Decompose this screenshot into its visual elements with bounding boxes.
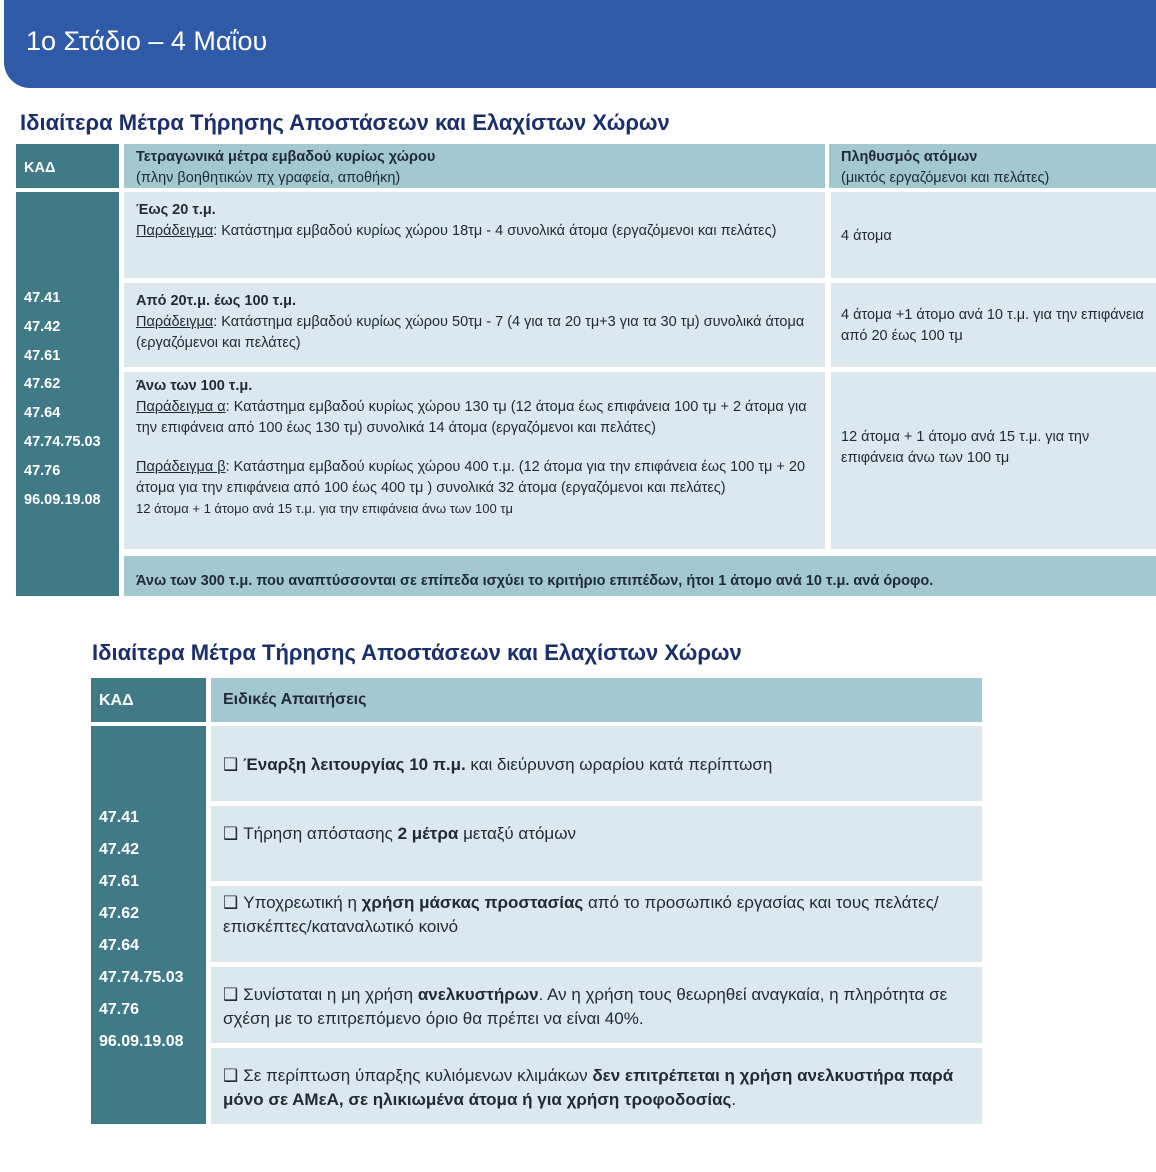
t1-row1-example-text: : Κατάστημα εμβαδού κυρίως χώρου 18τμ - 4 συνολικά άτομα (εργαζόμενοι και πελάτες) xyxy=(213,223,777,239)
t2-req3-pre: Υποχρεωτική η xyxy=(243,893,362,912)
t2-kad-code: 47.62 xyxy=(99,905,140,922)
t2-requirement-4 xyxy=(211,967,982,1043)
t1-row3-title: Άνω των 100 τ.μ. xyxy=(136,378,253,394)
t1-row2-example-label: Παράδειγμα xyxy=(136,314,214,330)
t2-kad-code: 47.74.75.03 xyxy=(99,969,184,986)
t1-header-pop-title: Πληθυσμός ατόμων xyxy=(841,149,978,165)
t1-kad-code: 47.74.75.03 xyxy=(24,433,101,450)
t2-header-requirements: Ειδικές Απαιτήσεις xyxy=(211,678,982,722)
t1-footer-note: Άνω των 300 τ.μ. που αναπτύσσονται σε επίπεδα ισχύει το κριτήριο επιπέδων, ήτοι 1 άτομο ανά 10 τ.μ. ανά όροφο. xyxy=(124,556,1156,596)
t1-kad-code: 47.62 xyxy=(24,376,61,393)
t2-req2-pre: Τήρηση απόστασης xyxy=(243,824,398,843)
t1-kad-code: 47.42 xyxy=(24,318,61,335)
t1-header-pop-sub: (μικτός εργαζόμενοι και πελάτες) xyxy=(841,170,1050,186)
t2-req4-pre: Συνίσταται η μη χρήση xyxy=(243,985,418,1004)
t1-row3-population: 12 άτομα + 1 άτομο ανά 15 τ.μ. για την επιφάνεια άνω των 100 τμ xyxy=(831,372,1156,549)
t2-requirement-2 xyxy=(211,806,982,881)
t2-kad-code: 47.76 xyxy=(99,1001,140,1018)
t2-kad-codes xyxy=(91,726,206,1124)
t2-req1-bold: Έναρξη λειτουργίας 10 π.μ. xyxy=(243,755,466,774)
t2-req5-rest: . xyxy=(731,1090,737,1109)
t1-header-kad: ΚΑΔ xyxy=(16,144,119,188)
t1-row1-area xyxy=(124,192,825,278)
table1-heading: Ιδιαίτερα Μέτρα Τήρησης Αποστάσεων και Ελαχίστων Χώρων xyxy=(20,110,670,135)
t1-row1-title: Έως 20 τ.μ. xyxy=(136,202,216,218)
t1-row3-example-b-text: : Κατάστημα εμβαδού κυρίως χώρου 400 τ.μ. (12 άτομα για την επιφάνεια έως 100 τμ + 20 άτομα για την επιφάνεια από 100 έως 400 τμ ) συνολικά 32 άτομα (εργαζόμενοι και πελάτες) xyxy=(136,459,806,496)
t1-row2-title: Από 20τ.μ. έως 100 τ.μ. xyxy=(136,293,296,309)
t2-kad-code: 47.41 xyxy=(99,809,140,826)
t2-kad-code: 47.64 xyxy=(99,937,140,954)
t2-req4-rest: . Αν η χρήση τους θεωρηθεί αναγκαία, η πληρότητα σε σχέση με το επιτρεπόμενο όριο θα πρέπει να είναι 40%. xyxy=(223,985,948,1028)
t2-req5-bold: δεν επιτρέπεται η χρήση ανελκυστήρα παρά μόνο σε ΑΜεΑ, σε ηλικιωμένα άτομα ή για χρήση τροφοδοσίας xyxy=(223,1066,954,1109)
t2-kad-code: 47.61 xyxy=(99,873,140,890)
t1-kad-code: 47.41 xyxy=(24,290,61,306)
table2-heading: Ιδιαίτερα Μέτρα Τήρησης Αποστάσεων και Ελαχίστων Χώρων xyxy=(92,640,742,665)
t1-kad-codes xyxy=(16,192,119,596)
t1-row3-area xyxy=(124,372,825,549)
slide-title: 1ο Στάδιο – 4 Μαΐου xyxy=(26,26,268,56)
t1-row2-area xyxy=(124,283,825,367)
t2-req2-rest: μεταξύ ατόμων xyxy=(458,824,576,843)
checkbox-icon: ❑ xyxy=(223,1066,239,1086)
t1-row3-example-a-label: Παράδειγμα α xyxy=(136,399,226,415)
t1-header-area xyxy=(124,144,825,188)
t1-kad-code: 96.09.19.08 xyxy=(24,491,101,508)
t1-row2-example-text: : Κατάστημα εμβαδού κυρίως χώρου 50τμ - 7 (4 για τα 20 τμ+3 για τα 30 τμ) συνολικά άτομα (εργαζόμενοι και πελάτες) xyxy=(136,314,805,351)
t1-header-area-title: Τετραγωνικά μέτρα εμβαδού κυρίως χώρου xyxy=(136,149,436,165)
t2-kad-code: 47.42 xyxy=(99,841,140,858)
t1-kad-code: 47.64 xyxy=(24,405,61,422)
t2-req2-bold: 2 μέτρα xyxy=(397,824,459,843)
t2-kad-code: 96.09.19.08 xyxy=(99,1033,184,1050)
t1-row3-example-b-label: Παράδειγμα β xyxy=(136,459,226,475)
t2-requirement-3 xyxy=(211,886,982,962)
t2-req5-pre: Σε περίπτωση ύπαρξης κυλιόμενων κλιμάκων xyxy=(243,1066,593,1085)
t1-row2-population: 4 άτομα +1 άτομο ανά 10 τ.μ. για την επιφάνεια από 20 έως 100 τμ xyxy=(831,283,1156,367)
t2-req1-rest: και διεύρυνση ωραρίου κατά περίπτωση xyxy=(465,755,773,774)
t2-requirement-1 xyxy=(211,726,982,801)
checkbox-icon: ❑ xyxy=(223,893,239,913)
t1-row1-example-label: Παράδειγμα xyxy=(136,223,214,239)
t1-row1-population: 4 άτομα xyxy=(831,192,1156,278)
checkbox-icon: ❑ xyxy=(223,755,239,775)
t2-req3-rest: από το προσωπικό εργασίας και τους πελάτες/επισκέπτες/καταναλωτικό κοινό xyxy=(223,893,939,936)
t2-requirement-5 xyxy=(211,1048,982,1124)
t1-kad-code: 47.61 xyxy=(24,347,61,364)
t1-header-population xyxy=(829,144,1156,188)
t2-header-kad: ΚΑΔ xyxy=(91,678,206,722)
t2-req4-bold: ανελκυστήρων xyxy=(417,985,539,1004)
t2-req3-bold: χρήση μάσκας προστασίας xyxy=(361,893,584,912)
checkbox-icon: ❑ xyxy=(223,824,239,844)
t1-kad-code: 47.76 xyxy=(24,462,61,479)
title-banner xyxy=(4,0,1156,88)
t1-row3-note: 12 άτομα + 1 άτομο ανά 15 τ.μ. για την επιφάνεια άνω των 100 τμ xyxy=(136,501,513,516)
t1-row3-example-a-text: : Κατάστημα εμβαδού κυρίως χώρου 130 τμ (12 άτομα έως επιφάνεια 100 τμ + 2 άτομα για την επιφάνεια από 100 έως 130 τμ) συνολικά 14 άτομα (εργαζόμενοι και πελάτες) xyxy=(136,399,807,436)
checkbox-icon: ❑ xyxy=(223,985,239,1005)
t1-header-area-sub: (πλην βοηθητικών πχ γραφεία, αποθήκη) xyxy=(136,170,401,186)
